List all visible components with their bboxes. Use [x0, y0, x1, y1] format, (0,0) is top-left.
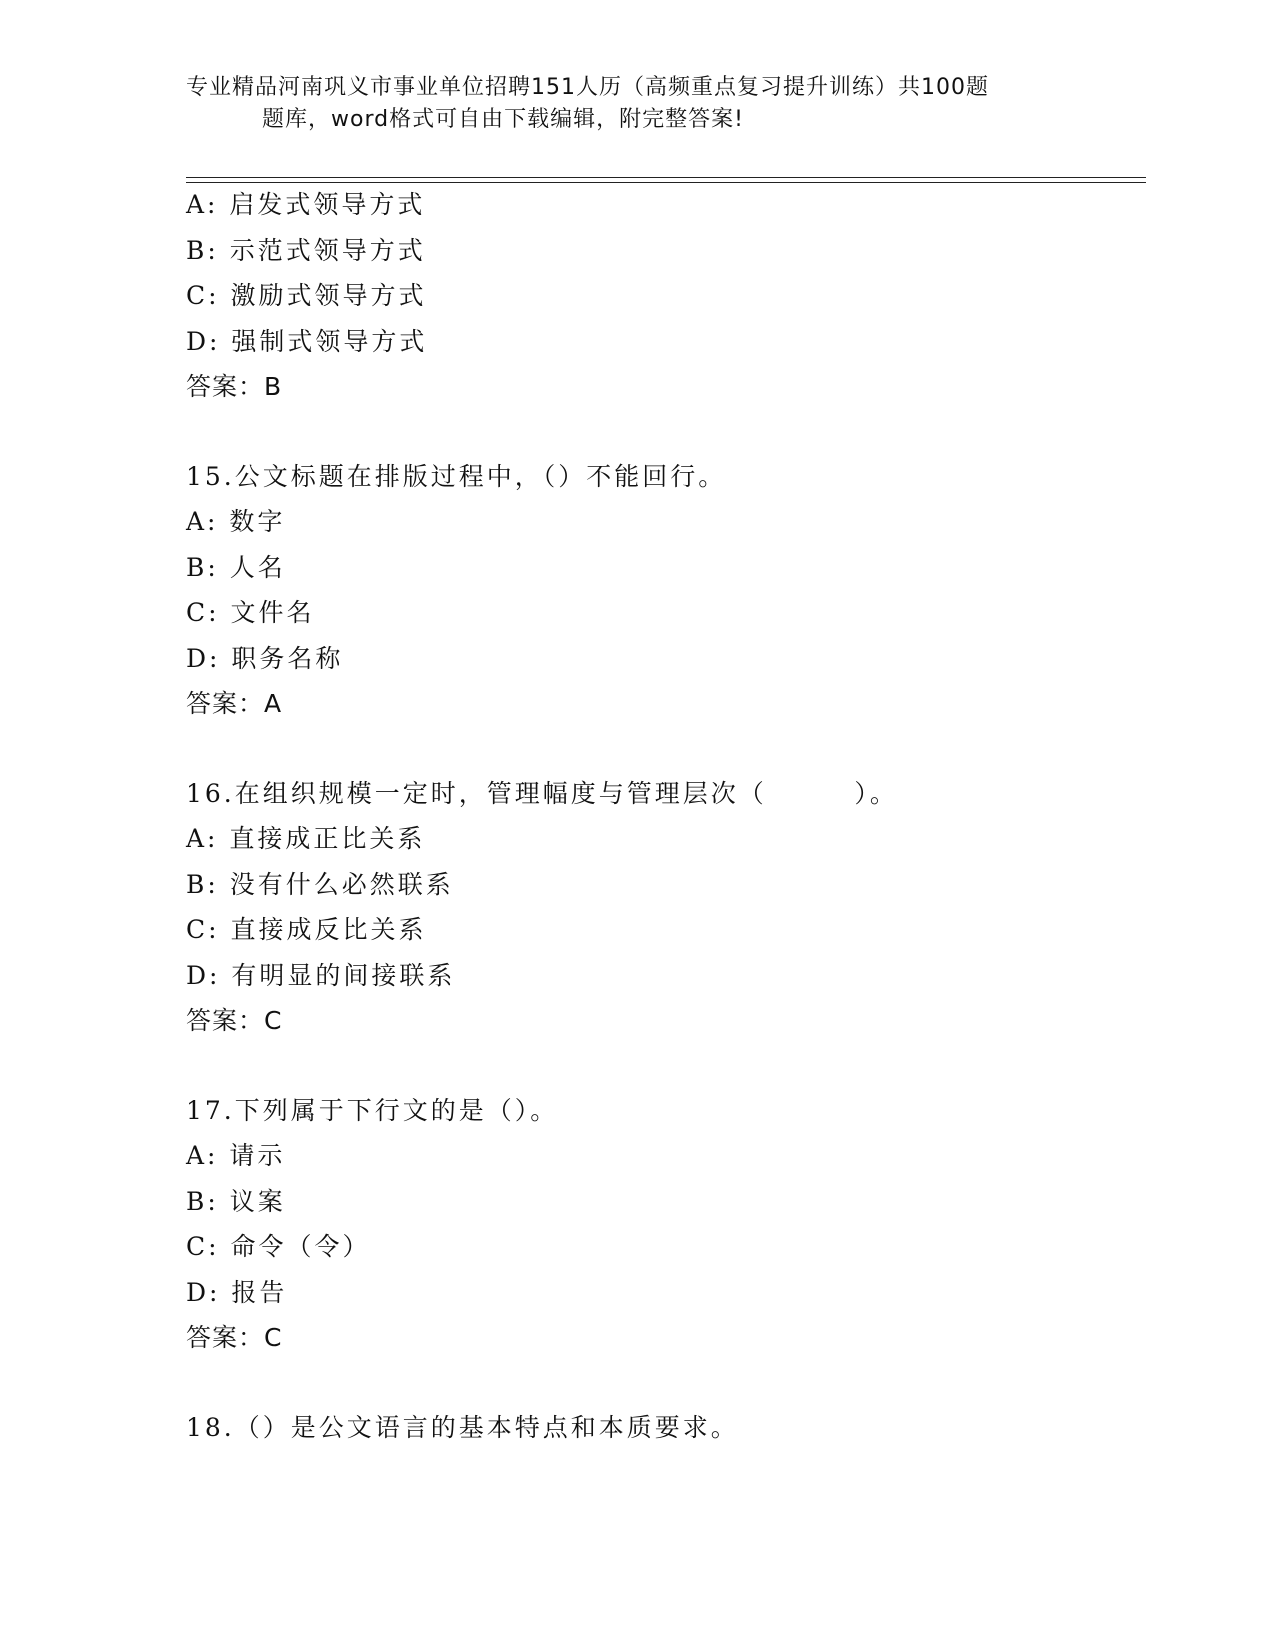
- header-rule-bottom: [186, 182, 1146, 183]
- question-stem: 18.（）是公文语言的基本特点和本质要求。: [186, 1412, 739, 1442]
- header-title-line1: 专业精品河南巩义市事业单位招聘151人历（高频重点复习提升训练）共100题: [186, 75, 989, 100]
- question-stem: 17.下列属于下行文的是（）。: [186, 1095, 559, 1125]
- answer-line: 答案：A: [186, 689, 283, 718]
- header-title-line2: 题库，word格式可自由下载编辑，附完整答案!: [262, 107, 744, 132]
- option-c: C: 文件名: [186, 598, 315, 627]
- question-block: [186, 462, 1146, 720]
- answer-line: 答案：B: [186, 372, 283, 401]
- option-c: C: 直接成反比关系: [186, 915, 427, 944]
- question-list: [186, 190, 1146, 1458]
- option-b: B: 没有什么必然联系: [186, 869, 454, 899]
- option-c: C: 激励式领导方式: [186, 281, 427, 310]
- document-header: [186, 72, 1086, 136]
- option-d: D: 强制式领导方式: [186, 326, 428, 356]
- question-block: [186, 1413, 1146, 1443]
- option-b: B: 人名: [186, 552, 286, 582]
- option-a: A: 请示: [186, 1141, 286, 1170]
- option-b: B: 示范式领导方式: [186, 235, 426, 265]
- option-b: B: 议案: [186, 1186, 286, 1216]
- option-d: D: 职务名称: [186, 643, 344, 673]
- answer-line: 答案：C: [186, 1323, 283, 1352]
- question-stem: 16.在组织规模一定时，管理幅度与管理层次（ ）。: [186, 778, 898, 808]
- header-rule-top: [186, 177, 1146, 178]
- answer-line: 答案：C: [186, 1006, 283, 1035]
- question-block: [186, 1096, 1146, 1354]
- question-block: [186, 779, 1146, 1037]
- option-a: A: 启发式领导方式: [186, 190, 426, 219]
- option-a: A: 数字: [186, 507, 286, 536]
- question-stem: 15.公文标题在排版过程中，（）不能回行。: [186, 461, 727, 491]
- question-block: [186, 190, 1146, 402]
- option-d: D: 有明显的间接联系: [186, 960, 456, 990]
- option-a: A: 直接成正比关系: [186, 824, 426, 853]
- option-d: D: 报告: [186, 1277, 288, 1307]
- option-c: C: 命令（令）: [186, 1232, 371, 1261]
